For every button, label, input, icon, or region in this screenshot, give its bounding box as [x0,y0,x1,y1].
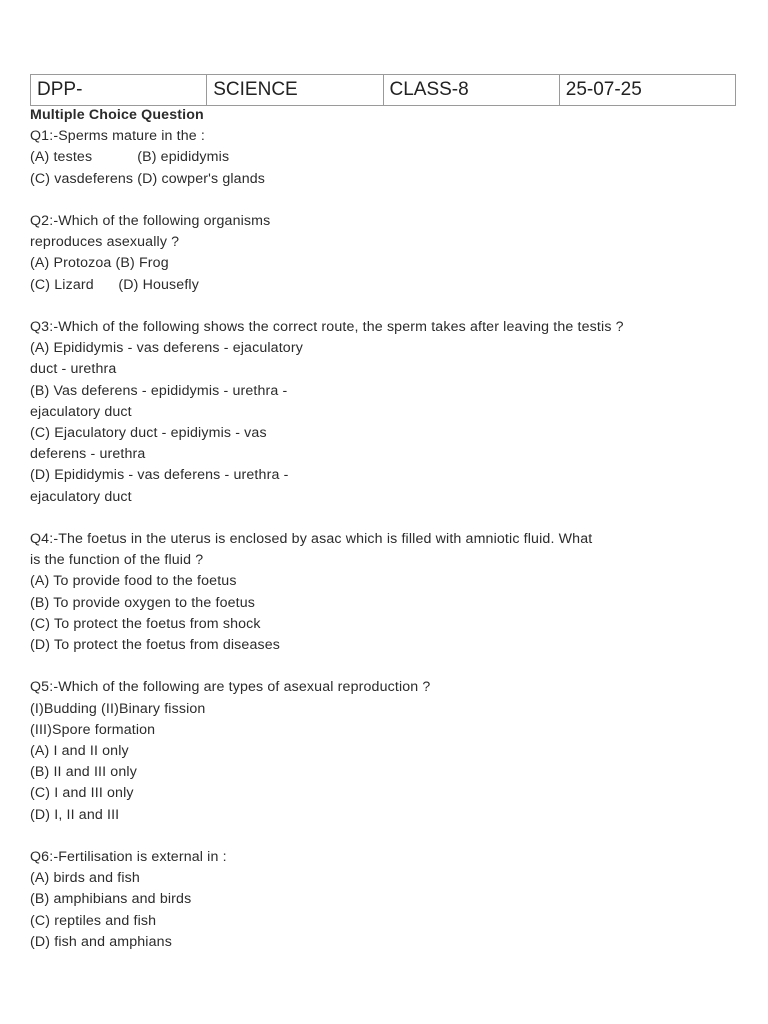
option-line: (D) I, II and III [30,806,120,823]
header-cell-dpp: DPP- [31,75,207,106]
option-line: (B) To provide oxygen to the foetus [30,594,256,611]
question-text: Q6:-Fertilisation is external in : [30,849,227,866]
statement-line: (III)Spore formation [30,721,156,738]
question-text: Q2:-Which of the following organisms [30,213,271,229]
question-text: Q3:-Which of the following shows the correct route, the sperm takes after leaving the testis ? [30,319,624,335]
statement-line: (I)Budding (II)Binary fission [30,700,206,717]
question-block [30,126,750,190]
question-block [30,677,750,825]
spacer [30,656,750,677]
option-line: (C) Lizard (D) Housefly [30,276,199,293]
option-line: ejaculatory duct [30,488,132,505]
option-line: (C) To protect the foetus from shock [30,615,261,632]
header-cell-subject: SCIENCE [207,75,383,106]
option-line: (B) Vas deferens - epididymis - urethra - [30,382,288,399]
question-text: Q1:-Sperms mature in the : [30,128,206,145]
option-line: (C) I and III only [30,785,134,802]
spacer [30,826,750,847]
option-line: (C) reptiles and fish [30,912,157,929]
option-line: (D) fish and amphians [30,933,172,950]
option-line: (A) birds and fish [30,870,140,887]
option-line: (D) Epididymis - vas deferens - urethra - [30,467,289,484]
option-line: (C) vasdeferens (D) cowper's glands [30,170,266,187]
option-line: (D) To protect the foetus from diseases [30,637,281,654]
question-block [30,847,750,953]
option-line: (A) Epididymis - vas deferens - ejaculatory [30,340,303,357]
question-block [30,317,750,508]
option-line: (A) Protozoa (B) Frog [30,255,169,272]
option-line: ejaculatory duct [30,403,132,420]
section-title: Multiple Choice Question [30,107,204,123]
option-line: duct - urethra [30,361,117,378]
option-line: (A) To provide food to the foetus [30,573,237,590]
option-line: (A) I and II only [30,743,129,760]
option-line: deferens - urethra [30,446,146,463]
question-block [30,529,750,656]
question-text: reproduces asexually ? [30,234,180,251]
question-text: Q5:-Which of the following are types of asexual reproduction ? [30,679,431,696]
spacer [30,508,750,529]
option-line: (C) Ejaculatory duct - epidiymis - vas [30,425,267,442]
document-body [30,105,750,953]
question-text: is the function of the fluid ? [30,552,204,569]
spacer [30,190,750,211]
question-text: Q4:-The foetus in the uterus is enclosed by asac which is filled with amniotic fluid. What [30,531,593,548]
header-row [31,75,736,106]
header-table [30,74,736,106]
question-block [30,211,750,296]
header-cell-class: CLASS-8 [383,75,559,106]
option-line: (B) II and III only [30,764,137,781]
header-cell-date: 25-07-25 [559,75,735,106]
spacer [30,296,750,317]
option-line: (B) amphibians and birds [30,891,192,908]
option-line: (A) testes (B) epididymis [30,149,230,166]
